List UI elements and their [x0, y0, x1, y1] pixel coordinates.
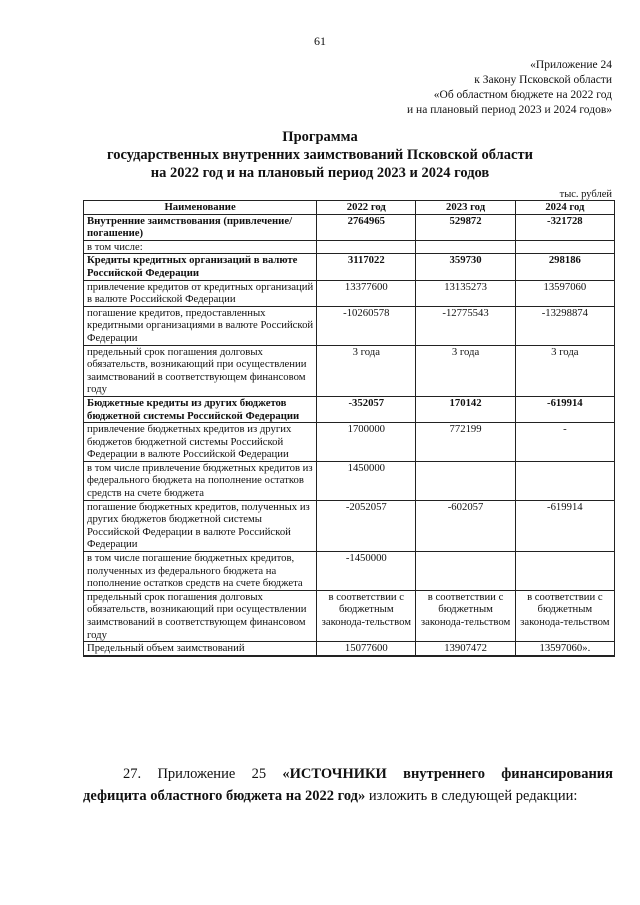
row-name: Предельный объем заимствований [84, 642, 317, 656]
table-row [84, 590, 615, 641]
page-number: 61 [314, 34, 326, 48]
borrowing-program-table [83, 200, 615, 657]
value-2023 [416, 552, 515, 591]
table-header-row [84, 201, 615, 215]
header-2023: 2023 год [416, 201, 515, 215]
value-2024: 13597060». [515, 642, 614, 656]
table-row [84, 240, 615, 254]
value-2024: -13298874 [515, 306, 614, 345]
paragraph-suffix: изложить в следующей редакции: [365, 787, 578, 804]
appendix-ref-line: к Закону Псковской области [474, 74, 612, 86]
value-2023 [416, 240, 515, 254]
value-2024: -321728 [515, 214, 614, 240]
row-name: привлечение бюджетных кредитов из других бюджетов бюджетной системы Российской Федерации в валюте Российской Федерации [84, 423, 317, 462]
row-name: предельный срок погашения долговых обязательств, возникающий при осуществлении заимствований в соответствующем финансовом году [84, 345, 317, 396]
table-row [84, 306, 615, 345]
value-2022: 2764965 [317, 214, 416, 240]
value-2024: 298186 [515, 254, 614, 280]
value-2022: -10260578 [317, 306, 416, 345]
value-2022: в соответствии с бюджетным законода-тельством [317, 590, 416, 641]
paragraph-bold-title: «ИСТОЧНИКИ внутреннего финансирования дефицита областного бюджета на 2022 год» [83, 765, 614, 804]
value-2022: 1700000 [317, 423, 416, 462]
title-line: на 2022 год и на плановый период 2023 и 2024 годов [150, 165, 490, 181]
value-2022: -352057 [317, 396, 416, 422]
value-2023: -12775543 [416, 306, 515, 345]
table-row [84, 280, 615, 306]
value-2022: 1450000 [317, 461, 416, 500]
value-2024 [515, 552, 614, 591]
value-2024: - [515, 423, 614, 462]
row-name: Кредиты кредитных организаций в валюте Российской Федерации [84, 254, 317, 280]
value-2023: 170142 [416, 396, 515, 422]
value-2023: 3 года [416, 345, 515, 396]
header-name: Наименование [84, 201, 317, 215]
table-row [84, 345, 615, 396]
row-name: в том числе погашение бюджетных кредитов, полученных из федерального бюджета на пополнение остатков средств на счете бюджета [84, 552, 317, 591]
row-name: Внутренние заимствования (привлечение/погашение) [84, 214, 317, 240]
value-2023: 772199 [416, 423, 515, 462]
appendix-reference [407, 58, 612, 118]
table-row [84, 396, 615, 422]
row-name: в том числе: [84, 240, 317, 254]
value-2022 [317, 240, 416, 254]
table-row [84, 500, 615, 551]
value-2023: 13135273 [416, 280, 515, 306]
row-name: в том числе привлечение бюджетных кредитов из федерального бюджета на пополнение остатков средств на счете бюджета [84, 461, 317, 500]
table-row [84, 461, 615, 500]
row-name: погашение бюджетных кредитов, полученных из других бюджетов бюджетной системы Российской Федерации в валюте Российской Федерации [84, 500, 317, 551]
value-2024: 13597060 [515, 280, 614, 306]
table-row [84, 642, 615, 656]
value-2023: в соответствии с бюджетным законода-тельством [416, 590, 515, 641]
appendix-ref-line: «Приложение 24 [530, 59, 612, 71]
header-2022: 2022 год [317, 201, 416, 215]
table-row [84, 552, 615, 591]
table-row [84, 254, 615, 280]
table-row [84, 214, 615, 240]
value-2024: -619914 [515, 396, 614, 422]
appendix-ref-line: «Об областном бюджете на 2022 год [433, 89, 612, 101]
title-line: государственных внутренних заимствований Псковской области [107, 147, 533, 163]
value-2024: 3 года [515, 345, 614, 396]
table-row [84, 423, 615, 462]
value-2022: -2052057 [317, 500, 416, 551]
value-2023: 13907472 [416, 642, 515, 656]
unit-label: тыс. рублей [559, 189, 612, 200]
value-2022: 13377600 [317, 280, 416, 306]
value-2023: 529872 [416, 214, 515, 240]
value-2023: 359730 [416, 254, 515, 280]
row-name: Бюджетные кредиты из других бюджетов бюджетной системы Российской Федерации [84, 396, 317, 422]
value-2022: -1450000 [317, 552, 416, 591]
header-2024: 2024 год [515, 201, 614, 215]
title-line: Программа [282, 129, 358, 145]
value-2023: -602057 [416, 500, 515, 551]
row-name: погашение кредитов, предоставленных кредитными организациями в валюте Российской Федерации [84, 306, 317, 345]
value-2022: 3 года [317, 345, 416, 396]
value-2024: -619914 [515, 500, 614, 551]
value-2023 [416, 461, 515, 500]
paragraph-prefix: 27. Приложение 25 [123, 765, 283, 782]
document-title [0, 128, 640, 182]
value-2022: 3117022 [317, 254, 416, 280]
row-name: предельный срок погашения долговых обязательств, возникающий при осуществлении заимствований в соответствующем финансовом году [84, 590, 317, 641]
value-2024 [515, 461, 614, 500]
value-2024 [515, 240, 614, 254]
value-2024: в соответствии с бюджетным законода-тельством [515, 590, 614, 641]
appendix-ref-line: и на плановый период 2023 и 2024 годов» [407, 104, 612, 116]
value-2022: 15077600 [317, 642, 416, 656]
row-name: привлечение кредитов от кредитных организаций в валюте Российской Федерации [84, 280, 317, 306]
amendment-paragraph [83, 763, 613, 807]
